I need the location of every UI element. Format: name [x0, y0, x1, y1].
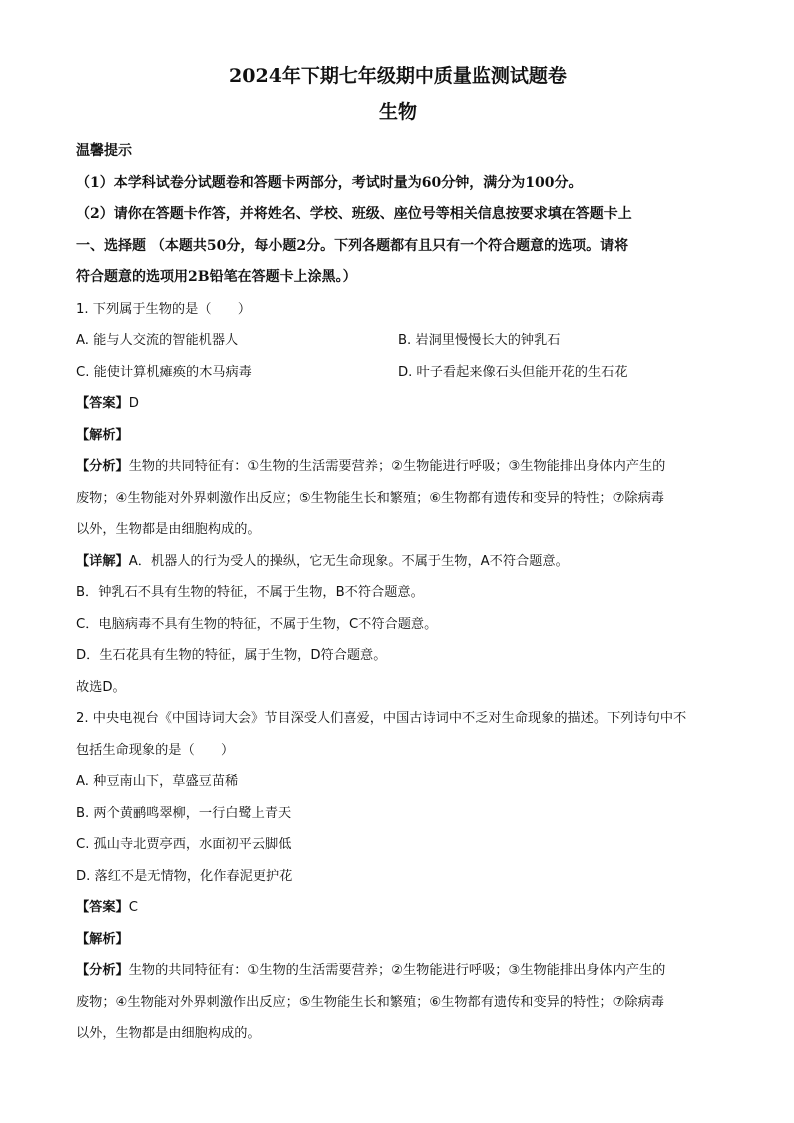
question-2-fenxi-line-3: 以外，生物都是由细胞构成的。 [76, 1026, 261, 1041]
notice-heading: 温馨提示 [76, 143, 132, 159]
question-2-fenxi-line-2: 废物；④生物能对外界刺激作出反应；⑤生物能生长和繁殖；⑥生物都有遗传和变异的特性；⑦除病毒 [76, 994, 664, 1010]
page-title: 2024年下期七年级期中质量监测试题卷 [229, 65, 567, 87]
question-2-option-b: B. 两个黄鹂鸣翠柳，一行白鹭上青天 [76, 805, 292, 821]
question-1-fenxi-line-1 [76, 451, 720, 483]
section-instruction-line-2: 符合题意的选项用2B铅笔在答题卡上涂黑。） [76, 269, 357, 285]
question-1-option-d: D. 叶子看起来像石头但能开花的生石花 [398, 364, 628, 380]
question-1-option-b: B. 岩洞里慢慢长大的钟乳石 [398, 333, 561, 348]
question-1-option-a: A. 能与人交流的智能机器人 [76, 333, 239, 348]
question-2-answer [76, 892, 720, 924]
fenxi-tag: 【分析】 [76, 459, 129, 474]
notice-item-2: （2）请你在答题卡作答，并将姓名、学校、班级、座位号等相关信息按要求填在答题卡上 [76, 206, 632, 222]
question-2-analysis-tag: 【解析】 [76, 931, 129, 947]
question-2-option-d: D. 落红不是无情物，化作春泥更护花 [76, 868, 293, 884]
question-1-conclusion: 故选D。 [76, 679, 126, 695]
question-1-fenxi-line-2: 废物；④生物能对外界刺激作出反应；⑤生物能生长和繁殖；⑥生物都有遗传和变异的特性；⑦除病毒 [76, 490, 664, 506]
fenxi-text: 生物的共同特征有：①生物的生活需要营养；②生物能进行呼吸；③生物能排出身体内产生的 [128, 459, 666, 474]
question-1-detail-c: C．电脑病毒不具有生物的特征，不属于生物，C不符合题意。 [76, 616, 438, 632]
question-1-detail-d: D．生石花具有生物的特征，属于生物，D符合题意。 [76, 648, 387, 663]
question-1-analysis-tag: 【解析】 [76, 427, 129, 443]
detail-text: A．机器人的行为受人的操纵，它无生命现象。不属于生物，A不符合题意。 [128, 553, 569, 569]
fenxi-text: 生物的共同特征有：①生物的生活需要营养；②生物能进行呼吸；③生物能排出身体内产生的 [128, 963, 666, 978]
question-1-option-c: C. 能使计算机瘫痪的木马病毒 [76, 364, 252, 380]
notice-item-1: （1）本学科试卷分试题卷和答题卡两部分，考试时量为60分钟，满分为100分。 [76, 174, 583, 191]
answer-value: D [128, 396, 139, 411]
question-1-answer [76, 388, 720, 420]
question-2-stem-line-2: 包括生命现象的是（ ） [76, 742, 235, 758]
question-1-stem: 1. 下列属于生物的是（ ） [76, 301, 252, 317]
answer-value: C [128, 900, 138, 915]
question-2-stem-line-1: 2. 中央电视台《中国诗词大会》节目深受人们喜爱，中国古诗词中不乏对生命现象的描述。下列诗句中不 [76, 711, 687, 726]
question-1-fenxi-line-3: 以外，生物都是由细胞构成的。 [76, 522, 261, 537]
question-2-option-a: A. 种豆南山下，草盛豆苗稀 [76, 774, 239, 789]
question-1-detail-b: B．钟乳石不具有生物的特征，不属于生物，B不符合题意。 [76, 585, 424, 600]
subject-title: 生物 [378, 101, 417, 123]
section-instruction-line-1: 一、选择题 （本题共50分，每小题2分。下列各题都有且只有一个符合题意的选项。请将 [76, 237, 629, 254]
detail-tag: 【详解】 [76, 553, 129, 569]
question-1-options-row-1 [76, 325, 720, 357]
answer-tag: 【答案】 [76, 900, 129, 915]
question-2-fenxi-line-1 [76, 955, 720, 987]
fenxi-tag: 【分析】 [76, 963, 129, 978]
question-1-detail-a [76, 546, 720, 578]
question-1-options-row-2 [76, 357, 720, 389]
question-2-option-c: C. 孤山寺北贾亭西，水面初平云脚低 [76, 837, 292, 852]
answer-tag: 【答案】 [76, 396, 129, 411]
